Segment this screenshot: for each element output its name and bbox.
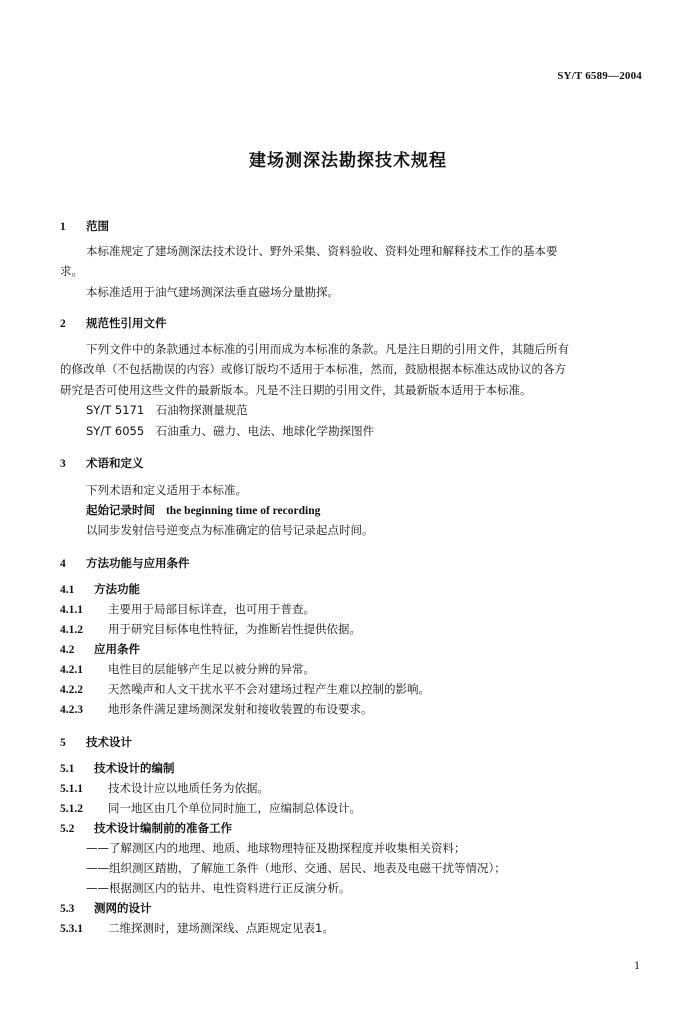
section-number: 2 <box>60 318 66 330</box>
subsection-title: 技术设计编制前的准备工作 <box>94 821 232 835</box>
section-4-heading <box>60 555 190 572</box>
section-title: 方法功能与应用条件 <box>86 556 190 570</box>
document-title: 建场测深法勘探技术规程 <box>249 151 447 171</box>
clause-number: 5.3.1 <box>60 923 83 935</box>
section-3-heading <box>60 455 144 472</box>
section-number: 5 <box>60 737 66 749</box>
clause-number: 4.2.3 <box>60 704 83 716</box>
page-number: 1 <box>634 958 640 972</box>
subsection-heading <box>60 641 140 658</box>
section-title: 范围 <box>86 219 109 233</box>
section-number: 3 <box>60 458 66 470</box>
clause <box>60 701 373 718</box>
clause-text: 二维探测时，建场测深线、点距规定见表1。 <box>108 921 334 935</box>
clause-text: 用于研究目标体电性特征，为推断岩性提供依据。 <box>108 622 361 636</box>
clause-number: 5.1.2 <box>60 803 83 815</box>
subsection-heading <box>60 820 232 837</box>
section-number: 1 <box>60 221 66 233</box>
subsection-heading <box>60 581 140 598</box>
subsection-title: 技术设计的编制 <box>94 761 175 775</box>
clause-number: 4.1.2 <box>60 624 83 636</box>
paragraph-line: 本标准适用于油气建场测深法垂直磁场分量勘探。 <box>86 285 339 299</box>
subsection-title: 方法功能 <box>94 582 140 596</box>
standard-code: SY/T 6589—2004 <box>557 70 642 82</box>
section-1-heading <box>60 218 109 235</box>
subsection-number: 5.3 <box>60 903 75 915</box>
subsection-title: 测网的设计 <box>94 901 152 915</box>
section-5-heading <box>60 734 132 751</box>
term-chinese: 起始记录时间 <box>86 503 155 517</box>
clause-text: 天然噪声和人文干扰水平不会对建场过程产生难以控制的影响。 <box>108 682 430 696</box>
dash-list-item: ——了解测区内的地理、地质、地球物理特征及勘探程度并收集相关资料； <box>86 841 466 855</box>
paragraph-line: 求。 <box>60 264 83 278</box>
clause-text: 电性目的层能够产生足以被分辨的异常。 <box>108 662 315 676</box>
section-title: 术语和定义 <box>86 456 144 470</box>
clause <box>60 920 334 937</box>
clause-text: 主要用于局部目标详查，也可用于普查。 <box>108 602 315 616</box>
paragraph-line: 本标准规定了建场测深法技术设计、野外采集、资料验收、资料处理和解释技术工作的基本要 <box>86 244 558 258</box>
clause-number: 4.2.1 <box>60 664 83 676</box>
clause <box>60 681 430 698</box>
clause-number: 5.1.1 <box>60 783 83 795</box>
clause <box>60 661 315 678</box>
subsection-number: 5.2 <box>60 823 75 835</box>
normative-reference: SY/T 6055 石油重力、磁力、电法、地球化学勘探图件 <box>86 424 375 438</box>
section-title: 技术设计 <box>86 735 132 749</box>
section-title: 规范性引用文件 <box>86 316 167 330</box>
term-definition: 以同步发射信号逆变点为标准确定的信号记录起点时间。 <box>86 523 374 537</box>
clause <box>60 780 269 797</box>
dash-list-item: ——组织测区踏勘，了解施工条件（地形、交通、居民、地表及电磁干扰等情况）； <box>86 861 506 875</box>
paragraph-line: 研究是否可使用这些文件的最新版本。凡是不注日期的引用文件，其最新版本适用于本标准。 <box>60 383 532 397</box>
clause-text: 地形条件满足建场测深发射和接收装置的布设要求。 <box>108 702 373 716</box>
term-entry <box>86 502 320 519</box>
clause <box>60 621 361 638</box>
clause <box>60 800 361 817</box>
subsection-heading <box>60 760 175 777</box>
clause-number: 4.2.2 <box>60 684 83 696</box>
term-english: the beginning time of recording <box>165 505 321 517</box>
section-2-heading <box>60 315 167 332</box>
clause-text: 同一地区由几个单位同时施工，应编制总体设计。 <box>108 801 361 815</box>
dash-list-item: ——根据测区内的钻井、电性资料进行正反演分析。 <box>86 881 351 895</box>
clause-number: 4.1.1 <box>60 604 83 616</box>
clause-text: 技术设计应以地质任务为依据。 <box>108 781 269 795</box>
normative-reference: SY/T 5171 石油物探测量规范 <box>86 403 248 417</box>
subsection-heading <box>60 900 152 917</box>
subsection-number: 4.2 <box>60 644 75 656</box>
paragraph-line: 下列术语和定义适用于本标准。 <box>86 483 247 497</box>
subsection-number: 5.1 <box>60 763 75 775</box>
subsection-title: 应用条件 <box>94 642 140 656</box>
paragraph-line: 下列文件中的条款通过本标准的引用而成为本标准的条款。凡是注日期的引用文件，其随后所有 <box>86 342 569 356</box>
paragraph-line: 的修改单（不包括勘误的内容）或修订版均不适用于本标准，然而，鼓励根据本标准达成协议的各方 <box>60 362 566 376</box>
subsection-number: 4.1 <box>60 584 75 596</box>
clause <box>60 601 315 618</box>
section-number: 4 <box>60 558 66 570</box>
